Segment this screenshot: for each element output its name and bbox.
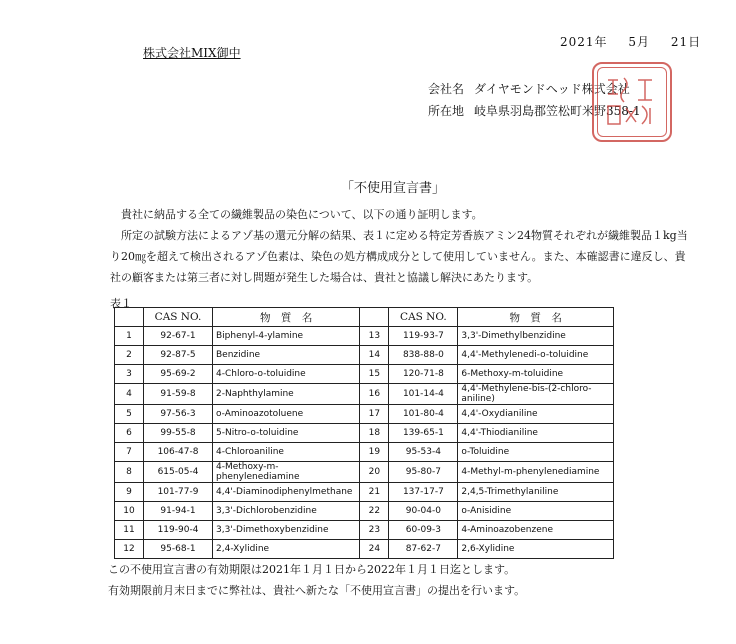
cell-name: Biphenyl-4-ylamine: [213, 327, 360, 346]
cell-name: 4,4'-Diaminodiphenylmethane: [213, 483, 360, 502]
header-name-2: 物 質 名: [458, 308, 614, 327]
cell-name: 2-Naphthylamine: [213, 384, 360, 405]
cell-cas: 91-94-1: [144, 502, 213, 521]
company-seal-inner: [597, 67, 667, 137]
address-value: 岐阜県羽島郡笠松町米野358-1: [474, 104, 641, 118]
validity-period-text: この不使用宣言書の有効期限は2021年１月１日から2022年１月１日迄とします。: [108, 563, 516, 576]
cell-cas: 95-69-2: [144, 365, 213, 384]
date-day: 21日: [670, 35, 702, 49]
date-year: 2021年: [560, 35, 608, 49]
substance-table: [114, 307, 614, 559]
cell-name: 4-Chloro-o-toluidine: [213, 365, 360, 384]
cell-no-2: 17: [360, 405, 389, 424]
cell-name-2: 2,4,5-Trimethylaniline: [458, 483, 614, 502]
cell-cas: 615-05-4: [144, 462, 213, 483]
cell-cas: 92-87-5: [144, 346, 213, 365]
cell-cas: 97-56-3: [144, 405, 213, 424]
cell-cas: 99-55-8: [144, 424, 213, 443]
cell-name: 4-Chloroaniline: [213, 443, 360, 462]
cell-cas-2: 838-88-0: [389, 346, 458, 365]
cell-no-2: 14: [360, 346, 389, 365]
cell-cas-2: 95-80-7: [389, 462, 458, 483]
cell-name-2: o-Anisidine: [458, 502, 614, 521]
intro-paragraph: 貴社に納品する全ての繊維製品の染色について、以下の通り証明します。: [121, 208, 483, 221]
cell-no: 1: [115, 327, 144, 346]
cell-name: 4-Methoxy-m-phenylenediamine: [213, 462, 360, 483]
cell-name-2: 4,4'-Thiodianiline: [458, 424, 614, 443]
cell-no-2: 13: [360, 327, 389, 346]
cell-cas: 101-77-9: [144, 483, 213, 502]
table-header-row: [115, 308, 614, 327]
cell-name-2: 2,6-Xylidine: [458, 540, 614, 559]
header-cas: CAS NO.: [144, 308, 213, 327]
cell-cas-2: 139-65-1: [389, 424, 458, 443]
company-seal-stamp: [592, 62, 672, 142]
cell-no-2: 20: [360, 462, 389, 483]
cell-name: 5-Nitro-o-toluidine: [213, 424, 360, 443]
cell-no: 7: [115, 443, 144, 462]
declaration-paragraph: 所定の試験方法によるアゾ基の還元分解の結果、表１に定める特定芳香族アミン24物質それぞれが繊維製品１kg当り20㎎を超えて検出されるアゾ色素は、染色の処方構成成分として使用していません。また、本確認書に違反し、貴社の顧客または第三者に対し問題が発生した場合は、貴社と協議し解決にあたります。: [110, 229, 688, 284]
table-label: 表１: [110, 297, 132, 310]
cell-cas: 119-90-4: [144, 521, 213, 540]
table-row: [115, 424, 614, 443]
cell-no: 10: [115, 502, 144, 521]
header-cas-2: CAS NO.: [389, 308, 458, 327]
cell-name-2: 4-Aminoazobenzene: [458, 521, 614, 540]
cell-no-2: 15: [360, 365, 389, 384]
cell-cas: 106-47-8: [144, 443, 213, 462]
cell-cas-2: 101-80-4: [389, 405, 458, 424]
company-name: ダイヤモンドヘッド株式会社: [474, 82, 630, 96]
document-date: [560, 33, 701, 50]
table-row: [115, 462, 614, 483]
cell-no: 3: [115, 365, 144, 384]
table-row: [115, 405, 614, 424]
cell-cas-2: 119-93-7: [389, 327, 458, 346]
cell-name-2: 6-Methoxy-m-toluidine: [458, 365, 614, 384]
cell-name-2: 4,4'-Oxydianiline: [458, 405, 614, 424]
cell-no: 8: [115, 462, 144, 483]
cell-no: 11: [115, 521, 144, 540]
cell-cas-2: 60-09-3: [389, 521, 458, 540]
cell-cas-2: 137-17-7: [389, 483, 458, 502]
cell-cas-2: 95-53-4: [389, 443, 458, 462]
cell-name: 3,3'-Dimethoxybenzidine: [213, 521, 360, 540]
cell-cas-2: 90-04-0: [389, 502, 458, 521]
cell-no: 12: [115, 540, 144, 559]
cell-no: 6: [115, 424, 144, 443]
cell-name-2: 4-Methyl-m-phenylenediamine: [458, 462, 614, 483]
address-label: 所在地: [428, 104, 465, 118]
cell-no-2: 19: [360, 443, 389, 462]
cell-no-2: 23: [360, 521, 389, 540]
table-row: [115, 483, 614, 502]
cell-no: 9: [115, 483, 144, 502]
table-row: [115, 384, 614, 405]
date-month: 5月: [628, 35, 651, 49]
cell-name-2: 4,4'-Methylene-bis-(2-chloro-aniline): [458, 384, 614, 405]
cell-no: 5: [115, 405, 144, 424]
addressee: 株式会社MIX御中: [143, 46, 241, 60]
cell-no: 2: [115, 346, 144, 365]
cell-cas: 91-59-8: [144, 384, 213, 405]
document-title: 「不使用宣言書」: [341, 181, 446, 196]
table-row: [115, 540, 614, 559]
cell-cas-2: 87-62-7: [389, 540, 458, 559]
cell-name: 3,3'-Dichlorobenzidine: [213, 502, 360, 521]
header-name: 物 質 名: [213, 308, 360, 327]
table-row: [115, 502, 614, 521]
table-row: [115, 365, 614, 384]
table-row: [115, 346, 614, 365]
cell-no-2: 24: [360, 540, 389, 559]
table-row: [115, 521, 614, 540]
cell-no-2: 21: [360, 483, 389, 502]
cell-cas-2: 120-71-8: [389, 365, 458, 384]
company-label: 会社名: [428, 82, 465, 96]
cell-cas: 95-68-1: [144, 540, 213, 559]
cell-no-2: 16: [360, 384, 389, 405]
seal-pattern-icon: [602, 72, 662, 132]
cell-no: 4: [115, 384, 144, 405]
cell-cas-2: 101-14-4: [389, 384, 458, 405]
cell-name: o-Aminoazotoluene: [213, 405, 360, 424]
table-body: [115, 327, 614, 559]
cell-name-2: 3,3'-Dimethylbenzidine: [458, 327, 614, 346]
cell-name: 2,4-Xylidine: [213, 540, 360, 559]
cell-name-2: 4,4'-Methylenedi-o-toluidine: [458, 346, 614, 365]
cell-name-2: o-Toluidine: [458, 443, 614, 462]
header-no-2: [360, 308, 389, 327]
cell-name: Benzidine: [213, 346, 360, 365]
cell-no-2: 22: [360, 502, 389, 521]
cell-no-2: 18: [360, 424, 389, 443]
table-row: [115, 443, 614, 462]
table-row: [115, 327, 614, 346]
header-no: [115, 308, 144, 327]
cell-cas: 92-67-1: [144, 327, 213, 346]
renewal-notice-text: 有効期限前月末日までに弊社は、貴社へ新たな「不使用宣言書」の提出を行います。: [108, 584, 526, 597]
